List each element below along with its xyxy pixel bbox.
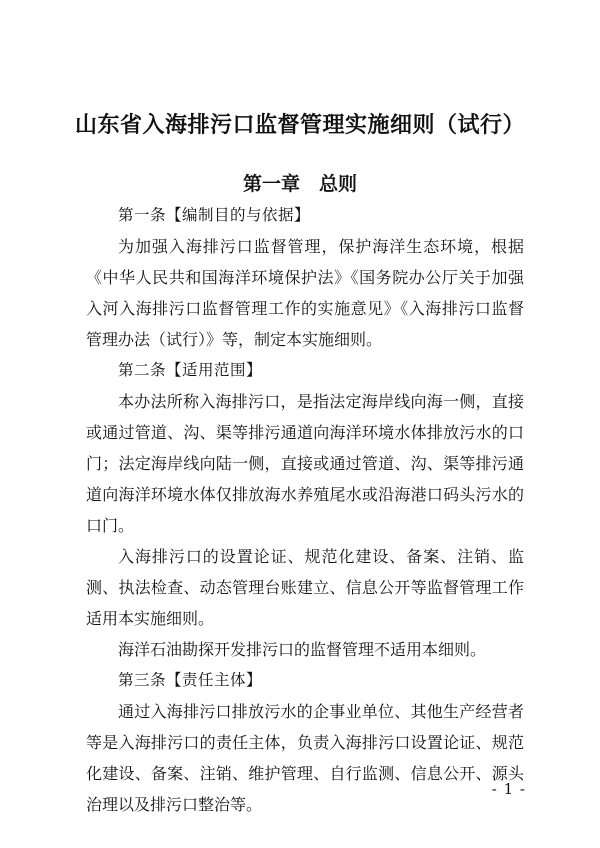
document-title: 山东省入海排污口监督管理实施细则（试行） [74,112,525,138]
article-3-paragraph: 通过入海排污口排放污水的企事业单位、其他生产经营者等是入海排污口的责任主体，负责入海排污口设置论证、规范化建设、备案、注销、维护管理、自行监测、信息公开、源头治理以及排污口整治等。 [86,702,524,814]
page-number: - 1 - [491,780,526,798]
article-2-paragraph-2: 入海排污口的设置论证、规范化建设、备案、注销、监测、执法检查、动态管理台账建立、信息公开等监督管理工作适用本实施细则。 [86,547,524,628]
article-2-heading: 第二条【适用范围】 [118,361,263,379]
article-1-heading: 第一条【编制目的与依据】 [118,206,311,224]
article-2-paragraph-3: 海洋石油勘探开发排污口的监督管理不适用本细则。 [118,640,487,659]
document-body [86,200,524,820]
article-1-paragraph: 为加强入海排污口监督管理，保护海洋生态环境，根据《中华人民共和国海洋环境保护法》《国务院办公厅关于加强入河入海排污口监督管理工作的实施意见》《入海排污口监督管理办法（试行）》等，制定本实施细则。 [86,237,524,349]
article-3-heading: 第三条【责任主体】 [118,671,263,689]
article-2-paragraph-1: 本办法所称入海排污口，是指法定海岸线向海一侧，直接或通过管道、沟、渠等排污通道向海洋环境水体排放污水的口门；法定海岸线向陆一侧，直接或通过管道、沟、渠等排污通道向海洋环境水体仅排放海水养殖尾水或沿海港口码头污水的口门。 [86,392,524,535]
chapter-title: 第一章 总则 [242,173,357,195]
